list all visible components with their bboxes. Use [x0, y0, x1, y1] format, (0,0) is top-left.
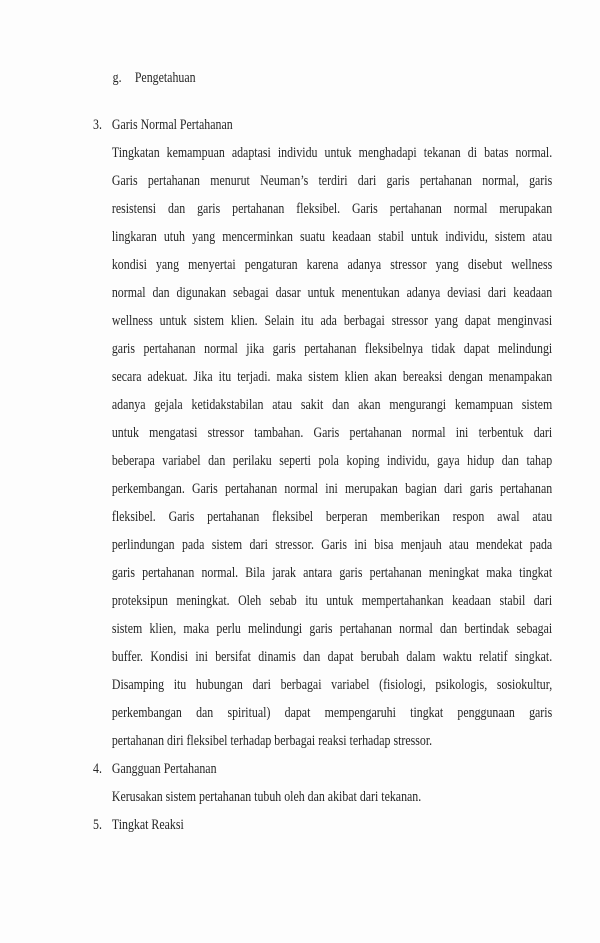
section-paragraph — [112, 783, 552, 811]
list-item-marker: g. — [112, 70, 122, 86]
paragraph-line: normal dan digunakan sebagai dasar untuk menentukan adanya deviasi dari keadaan — [111, 285, 553, 301]
section-item — [93, 811, 554, 839]
paragraph-line: pertahanan diri fleksibel terhadap berbagai reaksi terhadap stressor. — [111, 733, 433, 749]
paragraph-line: beberapa variabel dan perilaku seperti pola koping individu, gaya hidup dan tahap — [111, 453, 553, 469]
paragraph-line: Garis pertahanan menurut Neuman’s terdiri dari garis pertahanan normal, garis — [111, 173, 553, 189]
section-title: Tingkat Reaksi — [111, 817, 184, 833]
list-item-pengetahuan — [113, 64, 554, 92]
section-title: Garis Normal Pertahanan — [111, 117, 233, 133]
paragraph-line: garis pertahanan normal. Bila jarak antara garis pertahanan meningkat maka tingkat — [111, 565, 553, 581]
paragraph-line: buffer. Kondisi ini bersifat dinamis dan dapat berubah dalam waktu relatif singkat. — [111, 649, 553, 665]
paragraph-line: perkembangan dan spiritual) dapat mempengaruhi tingkat penggunaan garis — [111, 705, 553, 721]
paragraph-line: resistensi dan garis pertahanan fleksibel. Garis pertahanan normal merupakan — [111, 201, 553, 217]
section-title: Gangguan Pertahanan — [111, 761, 217, 777]
paragraph-line: fleksibel. Garis pertahanan fleksibel berperan memberikan respon awal atau — [111, 509, 553, 525]
section-item — [93, 755, 554, 811]
paragraph-line: wellness untuk sistem klien. Selain itu ada berbagai stressor yang dapat menginvasi — [111, 313, 553, 329]
paragraph-line: untuk mengatasi stressor tambahan. Garis pertahanan normal ini terbentuk dari — [111, 425, 553, 441]
paragraph-line: proteksipun meningkat. Oleh sebab itu untuk mempertahankan keadaan stabil dari — [111, 593, 553, 609]
paragraph-line: secara adekuat. Jika itu terjadi. maka sistem klien akan bereaksi dengan menampakan — [111, 369, 553, 385]
paragraph-line: sistem klien, maka perlu melindungi garis pertahanan normal dan bertindak sebagai — [111, 621, 553, 637]
sections-container — [93, 111, 554, 839]
section-body — [112, 755, 554, 811]
paragraph-line: Disamping itu hubungan dari berbagai variabel (fisiologi, psikologis, sosiokultur, — [111, 677, 553, 693]
section-item — [93, 111, 554, 755]
section-body — [112, 811, 554, 839]
paragraph-line: perlindungan pada sistem dari stressor. Garis ini bisa menjauh atau mendekat pada — [111, 537, 553, 553]
paragraph-line: garis pertahanan normal jika garis pertahanan fleksibelnya tidak dapat melindungi — [111, 341, 553, 357]
section-number: 3. — [93, 117, 102, 133]
paragraph-line: Tingkatan kemampuan adaptasi individu untuk menghadapi tekanan di batas normal. — [111, 145, 553, 161]
section-number: 4. — [93, 761, 102, 777]
list-item-label: Pengetahuan — [134, 70, 196, 86]
paragraph-line: kondisi yang menyertai pengaturan karena adanya stressor yang disebut wellness — [111, 257, 553, 273]
section-paragraph — [112, 139, 552, 755]
paragraph-line: lingkaran utuh yang mencerminkan suatu keadaan stabil untuk individu, sistem atau — [111, 229, 553, 245]
paragraph-line: Kerusakan sistem pertahanan tubuh oleh dan akibat dari tekanan. — [111, 789, 422, 805]
section-number: 5. — [93, 817, 102, 833]
document-text-block — [93, 64, 554, 839]
section-body — [112, 111, 554, 755]
paragraph-line: adanya gejala ketidakstabilan atau sakit dan akan mengurangi kemampuan sistem — [111, 397, 553, 413]
paragraph-line: perkembangan. Garis pertahanan normal ini merupakan bagian dari garis pertahanan — [111, 481, 553, 497]
